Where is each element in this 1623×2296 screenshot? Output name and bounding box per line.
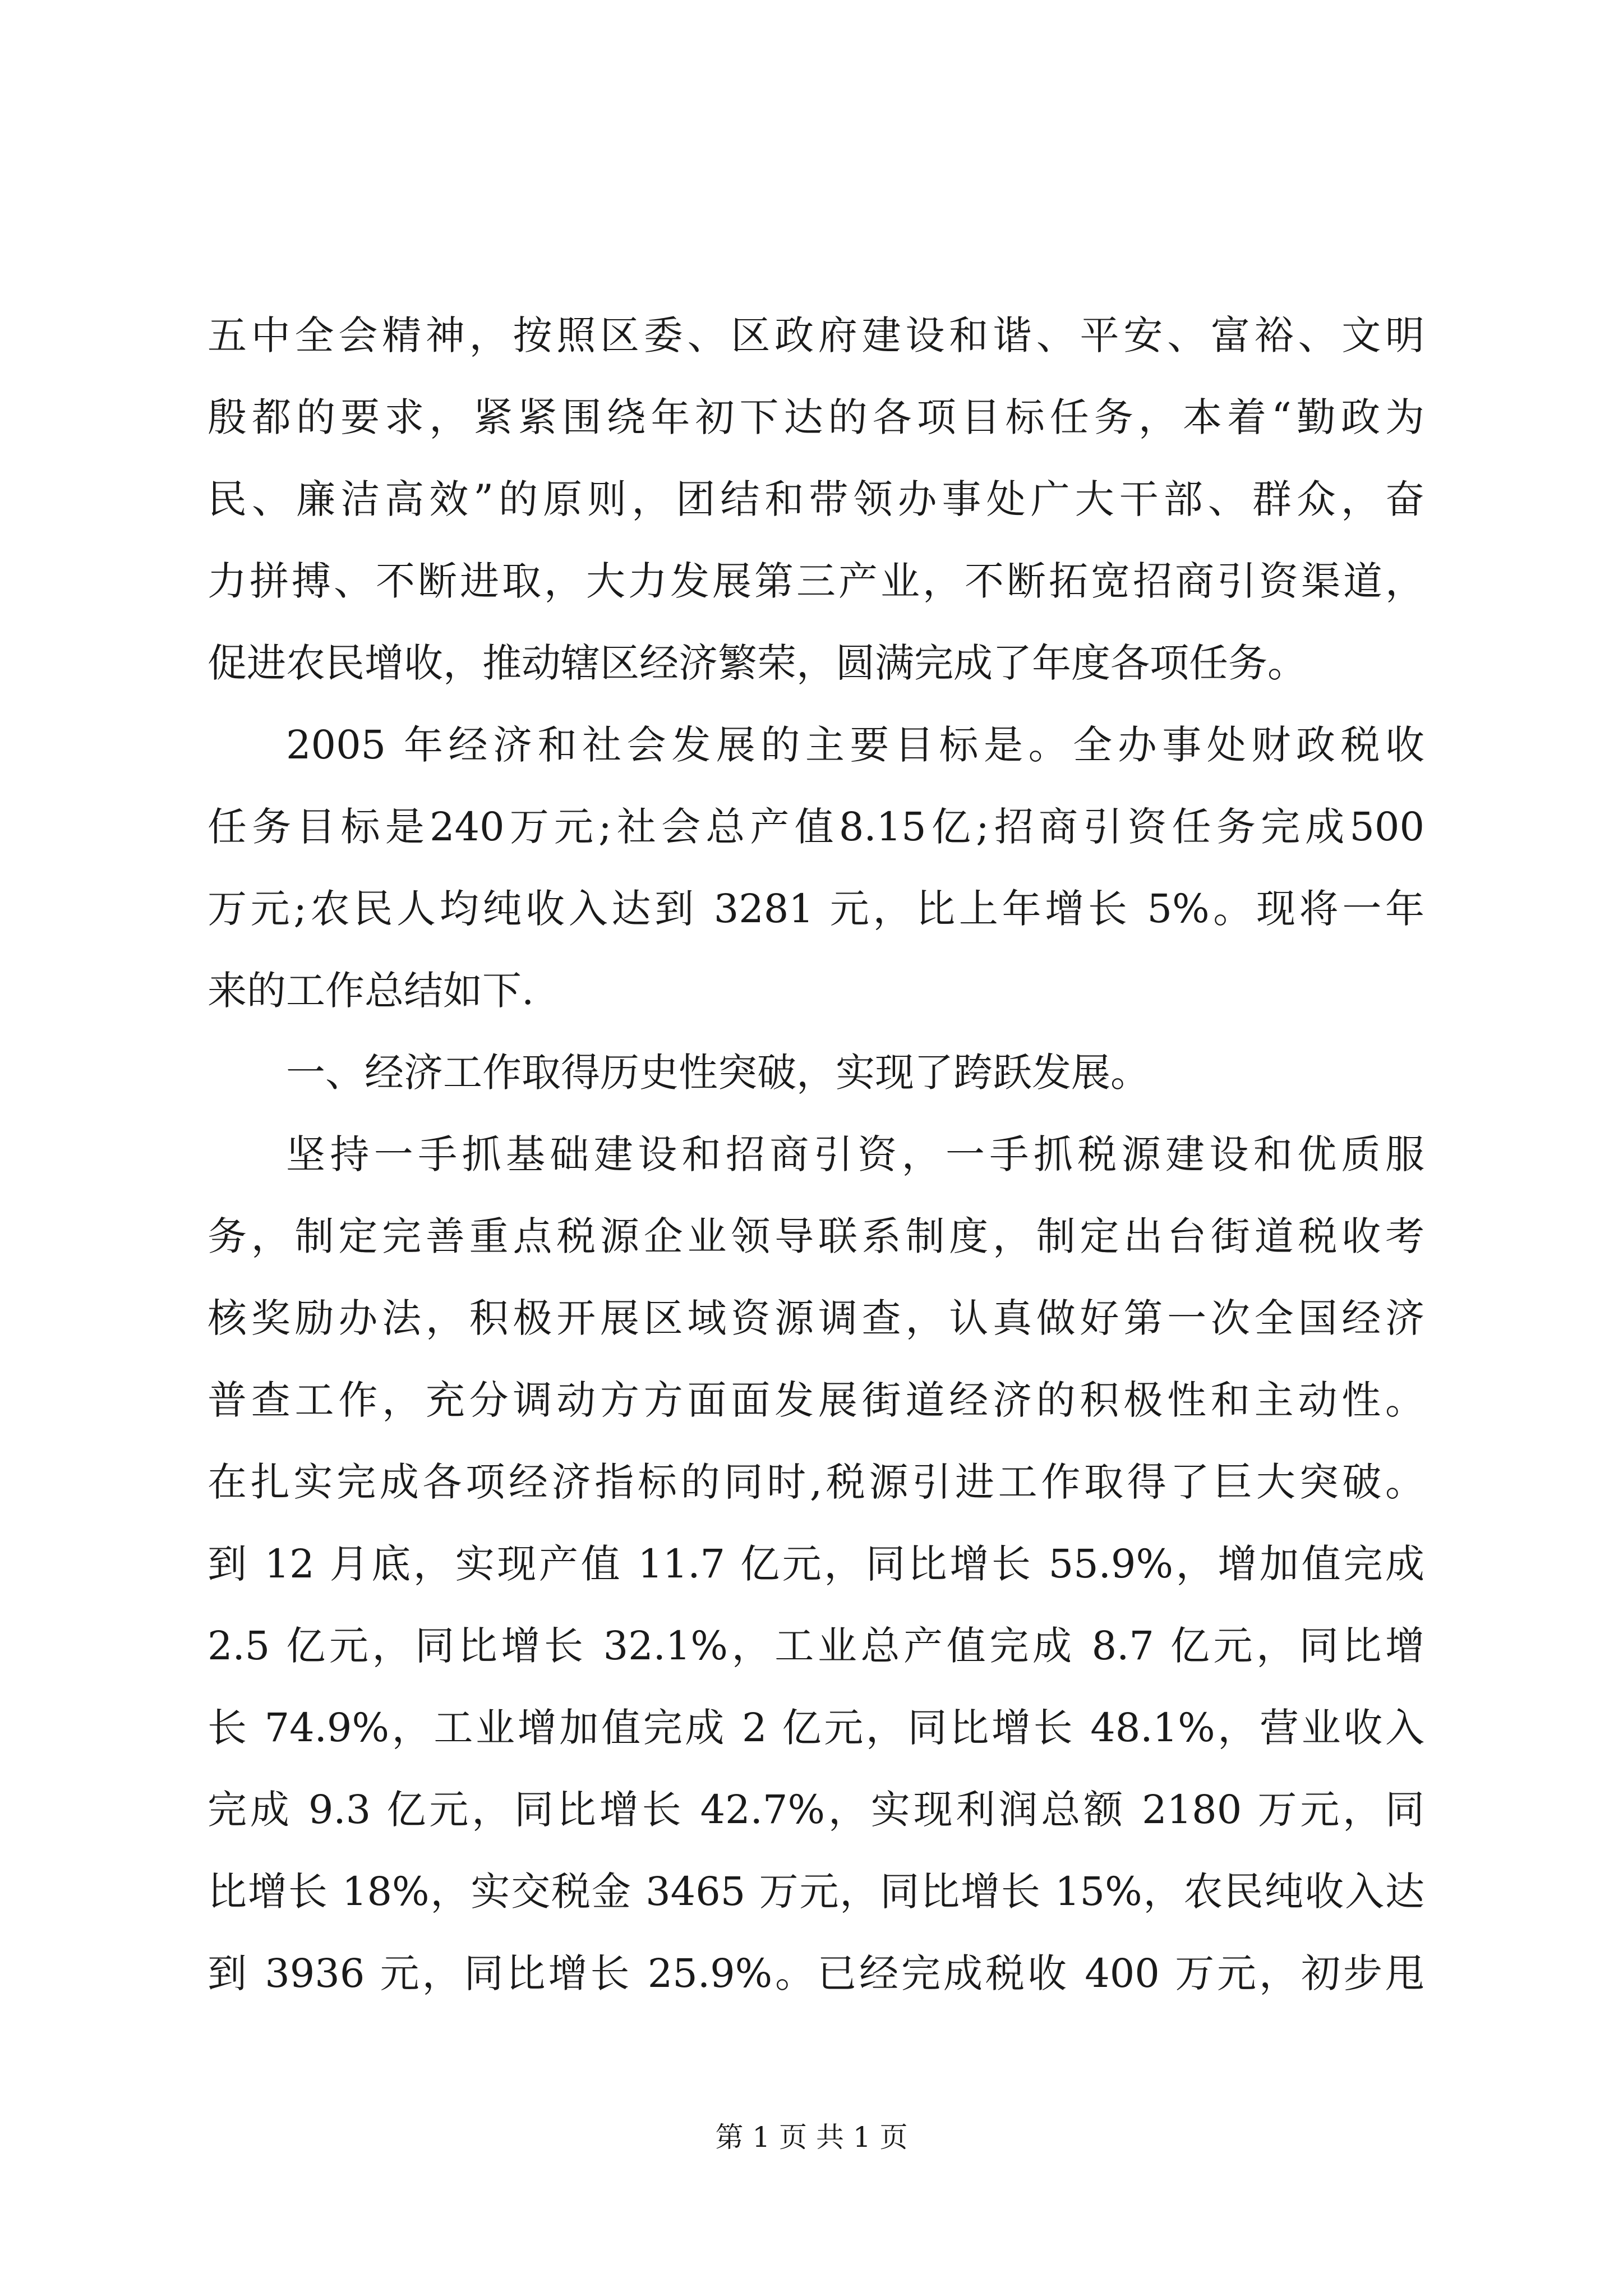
text-line: 来的工作总结如下.	[208, 968, 534, 1014]
page-footer	[0, 2115, 1623, 2160]
text-line: 任务目标是240万元;社会总产值8.15亿;招商引资任务完成500	[208, 804, 1424, 850]
text-line: 核奖励办法，积极开展区域资源调查，认真做好第一次全国经济	[208, 1295, 1424, 1341]
text-line: 力拼搏、不断进取，大力发展第三产业，不断拓宽招商引资渠道，	[208, 558, 1424, 604]
text-line: 到 3936 元，同比增长 25.9%。已经完成税收 400 万元，初步甩	[208, 1950, 1424, 1996]
text-line: 比增长 18%，实交税金 3465 万元，同比增长 15%，农民纯收入达	[208, 1869, 1424, 1915]
text-line: 到 12 月底，实现产值 11.7 亿元，同比增长 55.9%，增加值完成	[208, 1541, 1424, 1587]
text-line: 促进农民增收，推动辖区经济繁荣，圆满完成了年度各项任务。	[208, 640, 1307, 686]
section-heading: 一、经济工作取得历史性突破，实现了跨跃发展。	[286, 1050, 1150, 1096]
text-line: 2005 年经济和社会发展的主要目标是。全办事处财政税收	[286, 722, 1424, 768]
text-line: 殷都的要求，紧紧围绕年初下达的各项目标任务，本着“勤政为	[208, 394, 1424, 440]
text-line: 完成 9.3 亿元，同比增长 42.7%，实现利润总额 2180 万元，同	[208, 1787, 1424, 1833]
document-body	[208, 295, 1424, 2014]
text-line: 民、廉洁高效”的原则，团结和带领办事处广大干部、群众，奋	[208, 476, 1424, 522]
text-line: 五中全会精神，按照区委、区政府建设和谐、平安、富裕、文明	[208, 312, 1424, 358]
text-line: 在扎实完成各项经济指标的同时,税源引进工作取得了巨大突破。	[208, 1459, 1424, 1505]
text-line: 2.5 亿元，同比增长 32.1%，工业总产值完成 8.7 亿元，同比增	[208, 1623, 1424, 1669]
text-line: 长 74.9%，工业增加值完成 2 亿元，同比增长 48.1%，营业收入	[208, 1705, 1424, 1751]
page-number-label: 第 1 页 共 1 页	[715, 2121, 908, 2154]
text-line: 普查工作，充分调动方方面面发展街道经济的积极性和主动性。	[208, 1377, 1424, 1423]
text-line: 万元;农民人均纯收入达到 3281 元，比上年增长 5%。现将一年	[208, 886, 1424, 932]
text-line: 坚持一手抓基础建设和招商引资，一手抓税源建设和优质服	[286, 1131, 1424, 1177]
text-line: 务，制定完善重点税源企业领导联系制度，制定出台街道税收考	[208, 1213, 1424, 1259]
